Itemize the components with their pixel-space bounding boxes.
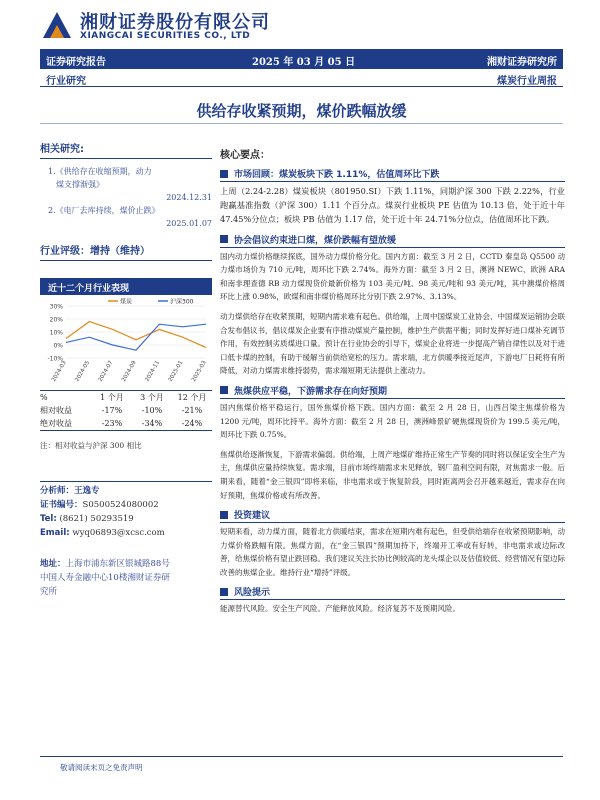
x-tick-label: 2024-07	[97, 360, 115, 383]
company-name-cn: 湘财证券股份有限公司	[80, 12, 270, 33]
title-divider	[40, 123, 563, 124]
address-label: 地址：	[40, 559, 66, 569]
performance-chart-svg	[40, 296, 212, 386]
x-tick-label: 2024-11	[144, 360, 162, 383]
related-research-date: 2025.01.07	[166, 219, 212, 228]
x-tick-label: 2025-01	[167, 360, 185, 383]
report-series: 煤炭行业周报	[497, 76, 557, 87]
series-line-hs300	[66, 324, 206, 350]
table-cell: -17%	[101, 406, 123, 415]
related-research-line: 1.《供给存在收缩预期，动力	[48, 167, 152, 176]
table-cell: -10%	[141, 406, 163, 415]
related-research	[40, 140, 212, 261]
analyst-divider	[40, 481, 212, 482]
series-line-coal	[66, 322, 206, 348]
address-line: 中国人寿金融中心10楼湘财证券研	[40, 573, 170, 583]
legend-label: 煤炭	[120, 298, 133, 306]
analyst-info	[40, 484, 212, 540]
industry-rating: 行业评级：增持（维持）	[40, 242, 212, 261]
table-cell: -24%	[181, 419, 203, 428]
legend-label: 沪深300	[170, 298, 194, 306]
x-tick-label: 2025-03	[191, 360, 208, 383]
table-note: 注：相对收益与沪深 300 相比	[40, 441, 142, 450]
tel-number: (8621) 50293519	[59, 514, 134, 524]
email-label: Email:	[40, 528, 70, 538]
tel-label: Tel:	[40, 514, 57, 524]
table-row	[40, 417, 212, 430]
x-tick-label: 2024-05	[74, 360, 92, 383]
section-heading: 协会倡议约束进口煤，煤价跌幅有望放缓	[220, 233, 565, 246]
table-cell: -23%	[101, 419, 123, 428]
table-row-label: 相对收益	[40, 406, 72, 415]
section-paragraph: 短期来看，动力煤方面，随着北方供暖结束，需求在短期内难有起色，但受供给端存在收紧预期影响，动力煤价格跌幅有限。焦煤方面，在“金三银四”预期加持下，终端开工率或有好转，非电需求或边际改善，给焦煤价格有望止跌回稳。我们建议关注长协比例较高的龙头煤企以及估值较低、经营情况有望边际改善的焦煤企业。维持行业“增持”评级。	[220, 527, 565, 577]
footer-divider	[40, 756, 563, 757]
section-paragraph: 能源替代风险。安全生产风险。产能释放风险。经济复苏不及预期风险。	[220, 604, 460, 614]
bullet-square-icon	[220, 386, 228, 394]
x-tick-label: 2024-03	[51, 360, 68, 383]
section-paragraph: 国内焦煤价格平稳运行，国外焦煤价格下跌。国内方面：截至 2 月 28 日，山西吕梁主焦煤价格为 1200 元/吨，周环比持平。海外方面：截至 2 月 28 日，澳洲峰景矿硬焦煤现货价为 199.5 美元/吨，周环比下跌 0.75%。	[220, 402, 565, 440]
y-tick-label: 10%	[49, 329, 63, 337]
y-tick-label: 20%	[49, 316, 63, 324]
related-research-line: 2.《电厂去库持续，煤价止跌》	[48, 206, 160, 215]
email-link[interactable]: wyq06893@xcsc.com	[72, 528, 165, 538]
bullet-square-icon	[220, 170, 228, 178]
table-header-cell: 3 个月	[140, 393, 164, 402]
bullet-square-icon	[220, 511, 228, 519]
related-research-item[interactable]	[40, 204, 212, 230]
report-category: 行业研究	[46, 76, 86, 87]
section-heading: 市场回顾：煤炭板块下跌 1.11%，估值周环比下跌	[220, 167, 565, 180]
company-logo	[40, 6, 270, 48]
header-band	[40, 49, 563, 69]
logo-mark-icon	[40, 8, 74, 42]
company-name-en: XIANGCAI SECURITIES CO., LTD	[80, 31, 251, 41]
section-heading: 焦煤供应平稳，下游需求存在向好预期	[220, 384, 565, 397]
table-header-cell: %	[40, 393, 48, 402]
chart-title: 近十二个月行业表现	[40, 278, 212, 295]
y-tick-label: 0%	[53, 342, 63, 350]
y-tick-label: -10%	[47, 355, 63, 363]
key-points	[220, 146, 565, 622]
section-paragraph: 动力煤供给存在收紧预期，短期内需求难有起色。供给端，上周中国煤炭工业协会、中国煤炭运销协会联合发布倡议书，倡议煤炭企业要有序推动煤炭产量控制，维护生产供需平衡；同时发挥好进口煤补充调节作用，有效控制劣质煤进口量。预计在行业协会的引导下，煤炭企业将进一步提高产销自律性以及对于进口低卡煤的控制，有助于缓解当前供给宽松的压力。需求端，北方供暖季接近尾声，下游电厂日耗将有所降低，对动力煤需求维持弱势，需求端短期无法提供上涨动力。	[220, 311, 565, 376]
table-cell: -34%	[141, 419, 163, 428]
report-type: 证券研究报告	[46, 57, 106, 68]
related-research-item[interactable]	[40, 165, 212, 204]
section-paragraph: 国内动力煤价格继续探底，国外动力煤价格分化。国内方面：截至 3 月 2 日，CCTD 秦皇岛 Q5500 动力煤市场价为 710 元/吨，周环比下跌 2.74%。海外方面：截至 3 月 2 日，澳洲 NEWC、欧洲 ARA 和南非理查德 RB 动力煤现货价最新价格为 103 美元/吨、98 美元/吨和 93 美元/吨，其中澳煤价格周环比上涨 0.98%，欧煤和南非煤价格周环比分别下跌 2.97%、3.13%。	[220, 251, 565, 302]
cert-label: 证书编号：	[40, 500, 83, 510]
header-subband	[40, 69, 563, 87]
section-paragraph: 上周（2.24-2.28）煤炭板块（801950.SI）下跌 1.11%，同期沪深 300 下跌 2.22%，行业跑赢基准指数（沪深 300）1.11 个百分点。煤炭行业板块 PE 估值为 10.13 倍，处于近十年 47.45%分位点；板块 PB 估值为 1.17 倍，处于近十年 24.71%分位点，估值周环比下跌。	[220, 186, 565, 225]
institute-name: 湘财证券研究所	[487, 57, 557, 68]
section-heading: 风险提示	[220, 585, 565, 598]
related-research-line: 煤支撑渐强》	[56, 180, 104, 189]
performance-table	[40, 390, 212, 431]
table-row-label: 绝对收益	[40, 419, 72, 428]
report-title: 供给存收紧预期，煤价跌幅放缓	[196, 102, 407, 120]
bullet-square-icon	[220, 235, 228, 243]
address-block	[40, 557, 212, 599]
bullet-square-icon	[220, 588, 228, 596]
x-tick-label: 2024-09	[121, 360, 138, 383]
key-points-heading: 核心要点：	[220, 150, 270, 161]
section-paragraph: 焦煤供给逐渐恢复，下游需求偏弱。供给端，上周产地煤矿维持正常生产节奏的同时将以保证安全生产为主，焦煤供应量持续恢复。需求端，目前市场终端需求未见释放，钢厂盈利空间有限，对焦需求一般。后期来看，随着“金三银四”即将来临，非电需求或于恢复阶段，同时距离两会召开越来越近，需求存在向好预期，焦煤价格或有所改善。	[220, 449, 565, 500]
report-date: 2025 年 03 月 05 日	[252, 57, 356, 68]
disclaimer-link[interactable]: 敬请阅读末页之免责声明	[60, 763, 143, 772]
address-line: 究所	[40, 587, 58, 597]
address-line: 上海市浦东新区银城路88号	[65, 559, 170, 569]
analyst-name: 分析师：王逸专	[40, 486, 100, 496]
table-cell: -21%	[181, 406, 203, 415]
related-research-date: 2024.12.31	[166, 193, 212, 202]
y-tick-label: 30%	[49, 303, 63, 311]
table-header-cell: 1 个月	[100, 393, 124, 402]
table-header-row	[40, 391, 212, 404]
related-research-heading: 相关研究:	[40, 140, 212, 159]
table-header-cell: 12 个月	[177, 393, 207, 402]
table-row	[40, 404, 212, 417]
performance-chart	[40, 296, 212, 386]
section-heading: 投资建议	[220, 508, 565, 521]
cert-number: S0500524080002	[82, 500, 159, 510]
